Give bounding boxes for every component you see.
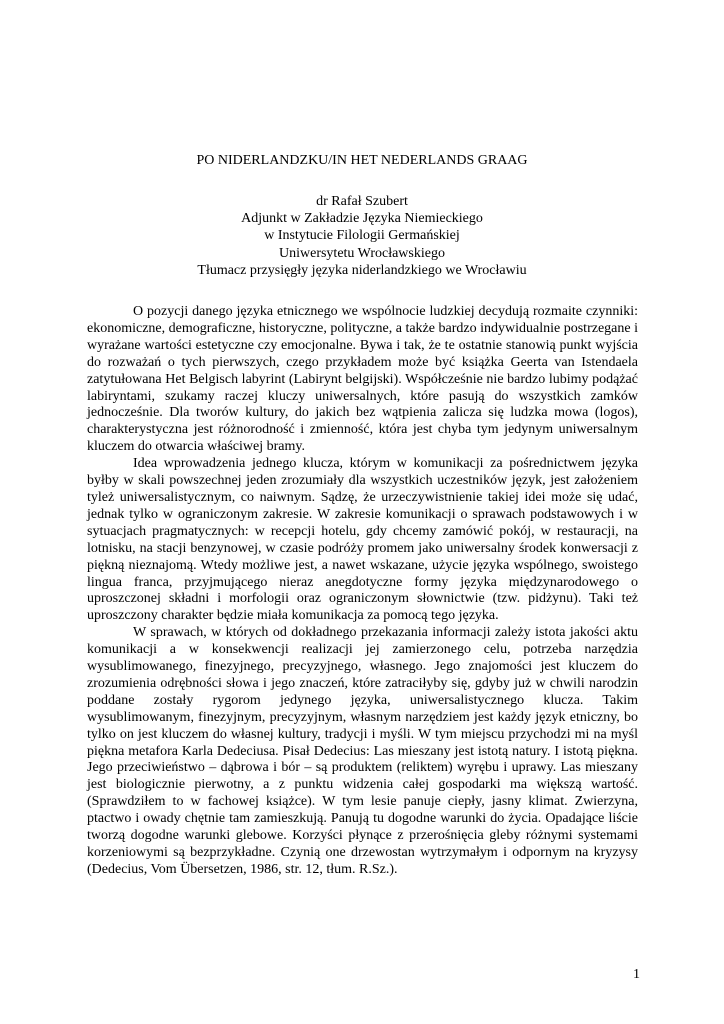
author-block [0, 193, 724, 279]
author-name: dr Rafał Szubert [316, 194, 408, 209]
page-number: 1 [633, 967, 640, 982]
body-paragraph: O pozycji danego języka etnicznego we wspólnocie ludzkiej decydują rozmaite czynniki: ekonomiczne, demograficzne, historyczne, polityczne, a także bardzo indywidualnie postrzegane i wyrażane wartości estetyczne czy emocjonalne. Bywa i tak, że te ostatnie stanowią punkt wyjścia do rozważań o tych pierwszych, czego przykładem może być książka Geerta van Istendaela zatytułowana Het Belgisch labyrint (Labirynt belgijski). Współcześnie nie bardzo lubimy podążać labiryntami, szukamy raczej kluczy uniwersalnych, które pasują do wszystkich zamków jednocześnie. Dla tworów kultury, do jakich bez wątpienia zalicza się ludzka mowa (logos), charakterystyczna jest różnorodność i zmienność, która jest chyba tym jedynym uniwersalnym kluczem do otwarcia właściwej bramy. [87, 304, 638, 455]
document-title: PO NIDERLANDZKU/IN HET NEDERLANDS GRAAG [196, 153, 528, 168]
author-university: Uniwersytetu Wrocławskiego [279, 245, 445, 261]
author-translator-title: Tłumacz przysięgły języka niderlandzkiego we Wrocławiu [197, 262, 527, 278]
body-paragraph: W sprawach, w których od dokładnego przekazania informacji zależy istota jakości aktu komunikacji a w konsekwencji realizacji jej zamierzonego celu, potrzeba narzędzia wysublimowanego, finezyjnego, precyzyjnego, własnego. Jego znajomości jest kluczem do zrozumienia odrębności słowa i jego znaczeń, które zatraciłyby się, gdyby już w chwili narodzin poddane zostały rygorom jedynego języka, uniwersalistycznego klucza. Takim wysublimowanym, finezyjnym, precyzyjnym, własnym narzędziem jest każdy język etniczny, bo tylko on jest kluczem do własnej kultury, tradycji i myśli. W tym miejscu przychodzi mi na myśl piękna metafora Karla Dedeciusa. Pisał Dedecius: Las mieszany jest istotą natury. I istotą piękna. Jego przeciwieństwo – dąbrowa i bór – są produktem (reliktem) wyrębu i uprawy. Las mieszany jest biologicznie pierwotny, a z punktu widzenia całej gospodarki ma większą wartość. (Sprawdziłem to w fachowej książce). W tym lesie panuje ciepły, jasny klimat. Zwierzyna, ptactwo i owady chętnie tam zamieszkują. Panują tu dogodne warunki do życia. Opadające liście tworzą dogodne warunki glebowe. Korzyści płynące z przerośnięcia gleby różnymi systemami korzeniowymi są bezprzykładne. Czynią one drzewostan wytrzymałym i odpornym na kryzysy (Dedecius, Vom Übersetzen, 1986, str. 12, tłum. R.Sz.). [87, 625, 638, 877]
body-paragraph: Idea wprowadzenia jednego klucza, którym w komunikacji za pośrednictwem języka byłby w skali powszechnej jeden zrozumiały dla wszystkich uczestników język, jest założeniem tyleż uniwersalistycznym, co naiwnym. Sądzę, że urzeczywistnienie takiej idei może się udać, jednak tylko w ograniczonym zakresie. W zakresie komunikacji o sprawach podstawowych i w sytuacjach pragmatycznych: w recepcji hotelu, gdy chcemy zamówić pokój, w restauracji, na lotnisku, na stacji benzynowej, w czasie podróży promem jako uniwersalny środek konwersacji z piękną nieznajomą. Wtedy możliwe jest, a nawet wskazane, użycie języka wspólnego, swoistego lingua franca, przyjmującego nieraz anegdotyczne formy języka międzynarodowego o uproszczonej składni i morfologii oraz ograniczonym słownictwie (tzw. pidżynu). Taki też uproszczony charakter będzie miała komunikacja za pomocą tego języka. [87, 456, 638, 624]
document-body [87, 304, 638, 879]
author-institute: w Instytucie Filologii Germańskiej [264, 228, 460, 244]
author-position: Adjunkt w Zakładzie Języka Niemieckiego [241, 211, 483, 227]
